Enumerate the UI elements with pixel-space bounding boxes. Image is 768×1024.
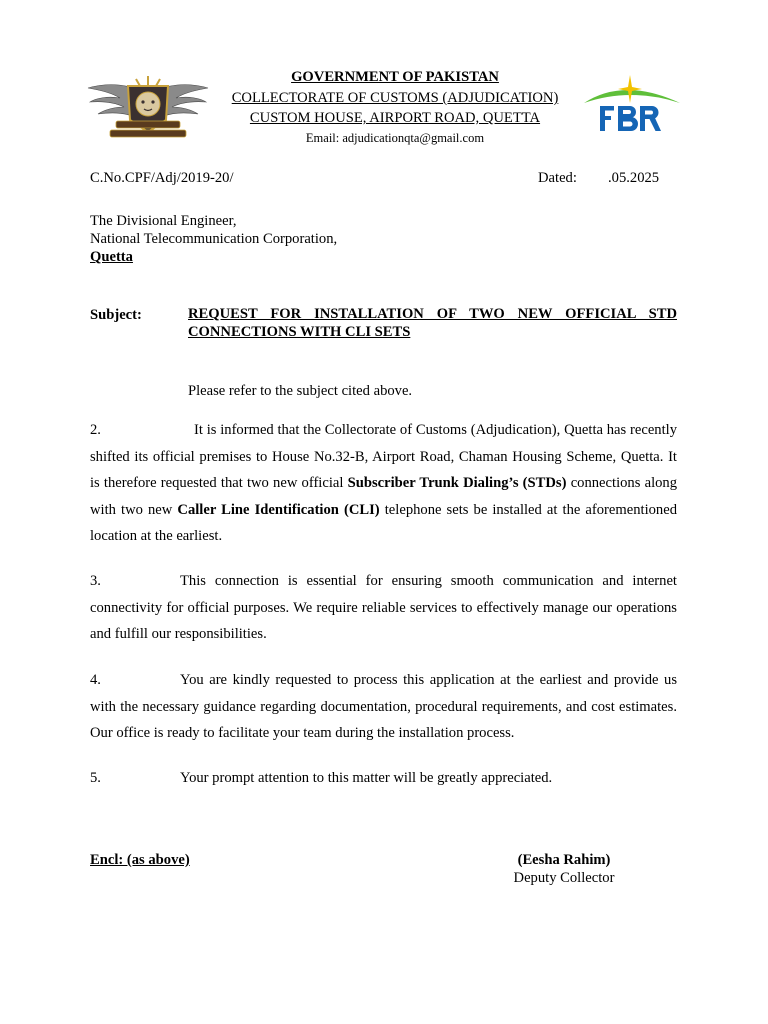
fbr-arc — [584, 90, 680, 103]
fbr-letters — [600, 106, 661, 131]
addressee-organization: National Telecommunication Corporation, — [90, 231, 338, 247]
emblem-ribbon-bottom — [110, 130, 186, 137]
pakistan-customs-emblem-icon — [86, 74, 210, 144]
letterhead-title: GOVERNMENT OF PAKISTAN — [291, 69, 499, 85]
letterhead-email: Email: adjudicationqta@gmail.com — [305, 131, 485, 145]
subject-label: Subject: — [90, 307, 142, 323]
paragraph-4-number: 4. — [90, 672, 101, 688]
paragraph-2-bold-cli: Caller Line Identification (CLI) — [177, 501, 380, 518]
dated-label: Dated: — [538, 170, 577, 186]
paragraph-4 — [90, 667, 677, 747]
addressee-block — [90, 212, 337, 266]
signatory-name: (Eesha Rahim) — [517, 852, 611, 868]
letterhead-address: CUSTOM HOUSE, AIRPORT ROAD, QUETTA — [249, 110, 541, 126]
paragraph-3 — [90, 568, 677, 648]
paragraph-5 — [90, 765, 677, 792]
paragraph-5-number: 5. — [90, 770, 101, 786]
paragraph-2-bold-std: Subscriber Trunk Dialing’s (STDs) — [347, 475, 567, 491]
paragraph-3-text: This connection is essential for ensuring smooth communication and internet connectivity for official purposes. We require reliable services to effectively manage our operations and fulfill our responsibilities. — [90, 573, 677, 642]
reference-number: C.No.CPF/Adj/2019-20/ — [90, 170, 234, 186]
paragraph-2-text-a: It is informed that the Collectorate of Customs (Adjudication), Quetta has recently shifted its official premises to House No.32-B, Airport Road, Chaman Housing Scheme, Quetta. It is therefore requested that two new official — [90, 422, 677, 491]
signatory-title: Deputy Collector — [513, 870, 615, 886]
paragraph-2-number: 2. — [90, 422, 101, 438]
paragraph-4-text: You are kindly requested to process this application at the earliest and provide us with the necessary guidance regarding documentation, procedural requirements, and cost estimates. Our office is ready to facilitate your team during the installation process. — [90, 672, 677, 741]
paragraph-1: Please refer to the subject cited above. — [188, 383, 413, 399]
paragraph-2-text-b: connections along with two new — [90, 475, 678, 518]
fbr-logo-icon — [580, 73, 684, 145]
date-value: .05.2025 — [608, 170, 660, 186]
paragraph-2-text-c: telephone sets be installed at the aforementioned location at the earliest. — [90, 501, 677, 544]
addressee-designation: The Divisional Engineer, — [90, 213, 237, 229]
paragraph-3-number: 3. — [90, 573, 101, 589]
emblem-ribbon-top — [116, 121, 180, 128]
subject-text: REQUEST FOR INSTALLATION OF TWO NEW OFFICIAL STD CONNECTIONS WITH CLI SETS — [188, 306, 677, 340]
fbr-pakistan-wordmark — [614, 135, 650, 136]
lion-head — [136, 92, 160, 116]
letterhead-office: COLLECTORATE OF CUSTOMS (ADJUDICATION) — [231, 90, 559, 106]
paragraph-5-text: Your prompt attention to this matter will be greatly appreciated. — [180, 770, 553, 786]
addressee-city: Quetta — [90, 249, 133, 265]
fbr-star — [618, 75, 642, 103]
enclosure-note: Encl: (as above) — [90, 852, 190, 868]
paragraph-2 — [90, 417, 677, 550]
